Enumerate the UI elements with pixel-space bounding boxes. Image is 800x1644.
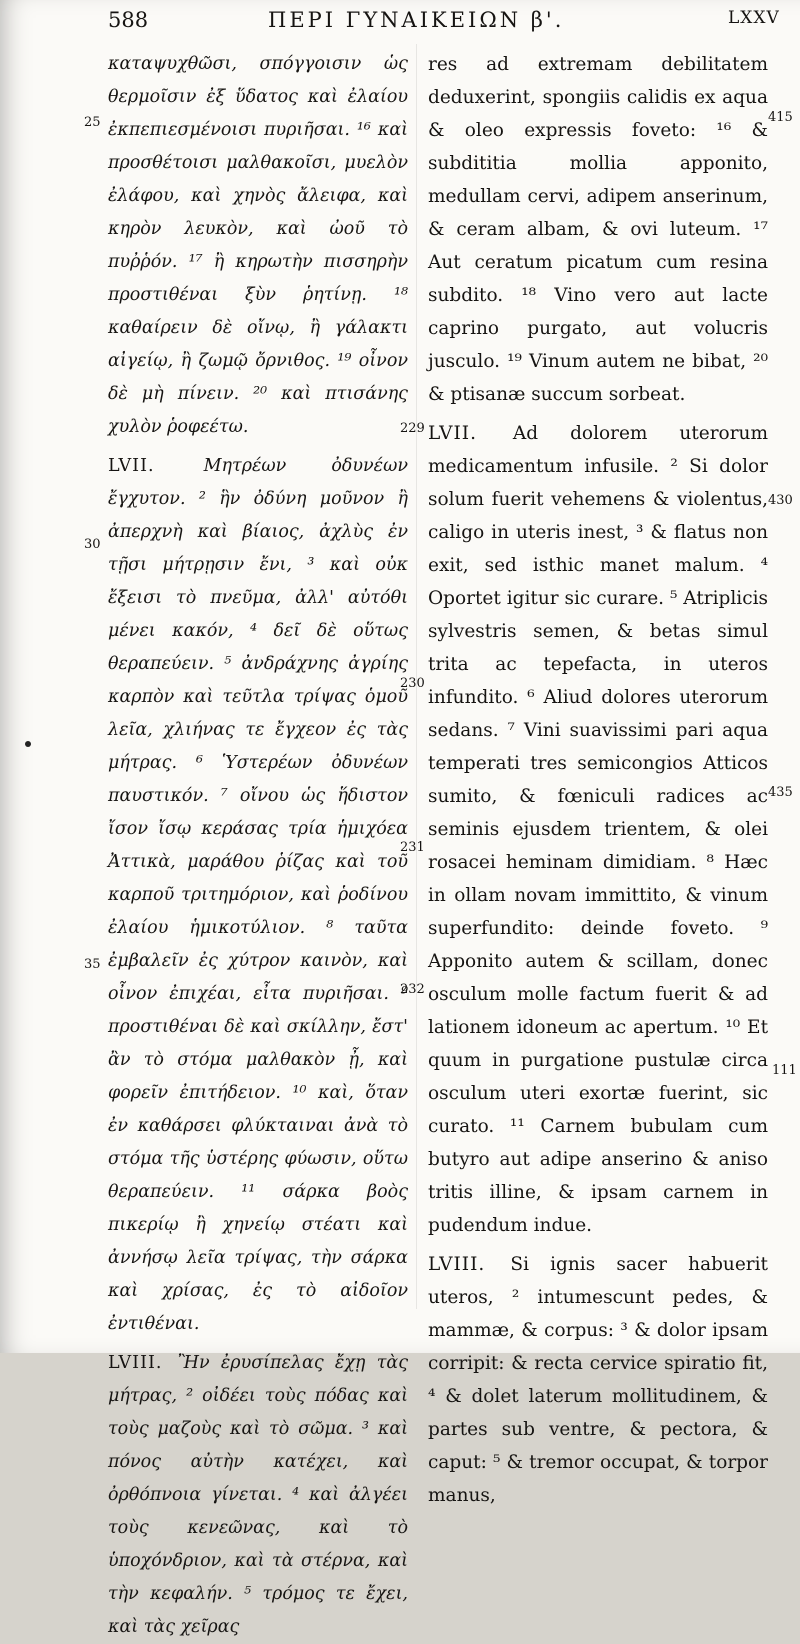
section-label: LVIII.	[108, 1353, 163, 1373]
section-text: Μητρέων ὀδυνέων ἔγχυτον. ² ἣν ὀδύνη μοῦνον ἢ ἀπερχνὴ καὶ βίαιος, ἀχλὺς ἐν τῇσι μήτρῃσιν ἔνι, ³ καὶ οὐκ ἔξεισι τὸ πνεῦμα, ἀλλ' αὐτόθι μένει κακόν, ⁴ δεῖ δὲ οὕτως θεραπεύειν. ⁵ ἀνδράχνης ἀγρίης καρπὸν καὶ τεῦτλα τρίψας ὁμοῦ λεῖα, χλιήνας τε ἔγχεον ἐς τὰς μήτρας. ⁶ Ὑστερέων ὀδυνέων παυστικόν. ⁷ οἴνου ὡς ἥδιστον ἴσον ἴσῳ κεράσας τρία ἡμιχόεα Ἀττικὰ, μαράθου ῥίζας καὶ τοῦ καρποῦ τριτημόριον, καὶ ῥοδίνου ἐλαίου ἡμικοτύλιον. ⁸ ταῦτα ἐμβαλεῖν ἐς χύτρον καινὸν, καὶ οἶνον ἐπιχέαι, εἶτα πυριῆσαι. ⁹ προστιθέναι δὲ καὶ σκίλλην, ἔστ' ἂν τὸ στόμα μαλθακὸν ᾖ, καὶ φορεῖν ἐπιτήδειον. ¹⁰ καὶ, ὅταν ἐν καθάρσει φλύκταιναι ἀνὰ τὸ στόμα τῆς ὑστέρης φύωσιν, οὕτω θεραπεύειν. ¹¹ σάρκα βοὸς πικερίῳ ἢ χηνείῳ στέατι καὶ ἀννήσῳ λεῖα τρίψας, τὴν σάρκα καὶ χρίσας, ἐς τὸ αἰδοῖον ἐντιθέναι.	[108, 456, 408, 1334]
margin-line-number: 35	[84, 957, 101, 972]
margin-line-number: 111	[772, 1063, 797, 1078]
margin-line-number: 230	[400, 676, 425, 691]
section-text: Ἢν ἐρυσίπελας ἔχῃ τὰς μήτρας, ² οἰδέει τοὺς πόδας καὶ τοὺς μαζοὺς καὶ τὸ σῶμα. ³ καὶ πόνος αὐτὴν κατέχει, καὶ ὀρθόπνοια γίνεται. ⁴ καὶ ἀλγέει τοὺς κενεῶνας, καὶ τὸ ὑποχόνδριον, καὶ τὰ στέρνα, καὶ τὴν κεφαλήν. ⁵ τρόμος τε ἔχει, καὶ τὰς χεῖρας	[108, 1353, 408, 1637]
margin-line-number: 435	[768, 785, 793, 800]
latin-column	[428, 48, 768, 1512]
section-label: LVIII.	[428, 1254, 486, 1275]
page-header	[0, 2, 800, 36]
greek-section-lviii	[108, 1347, 408, 1644]
running-title: ΠΕΡΙ ΓΥΝΑΙΚΕΙΩΝ β'.	[268, 8, 565, 32]
section-label: LVII.	[108, 456, 155, 476]
section-label: LVII.	[428, 423, 477, 444]
section-text: Ad dolorem uterorum medicamentum infusile. ² Si dolor solum fuerit vehemens & violentus, caligo in uteris inest, ³ & flatus non exit, sed isthic manet malum. ⁴ Oportet igitur sic curare. ⁵ Atriplicis sylvestris semen, & betas simul trita ac tepefacta, in uteros infundito. ⁶ Aliud dolores uterorum sedans. ⁷ Vini suavissimi pari aqua temperati tres semicongios Atticos sumito, & fœniculi radices ac seminis ejusdem trientem, & olei rosacei heminam dimidiam. ⁸ Hæc in ollam novam immittito, & vinum superfundito: deinde foveto. ⁹ Apponito autem & scillam, donec osculum molle factum fuerit & ad lationem idoneum ac apertum. ¹⁰ Et quum in purgatione pustulæ circa osculum uteri exortæ fuerint, sic curato. ¹¹ Carnem bubulam cum butyro aut adipe anserino & aniso tritis illine, & ipsam carnem in pudendum indue.	[428, 423, 768, 1236]
margin-line-number: 30	[84, 537, 101, 552]
margin-line-number: 430	[768, 493, 793, 508]
latin-section-lviii	[428, 1248, 768, 1512]
greek-paragraph: καταψυχθῶσι, σπόγγοισιν ὡς θερμοῖσιν ἐξ ὕδατος καὶ ἐλαίου ἐκπεπιεσμένοισι πυριῆσαι. ¹⁶ καὶ προσθέτοισι μαλθακοῖσι, μυελὸν ἐλάφου, καὶ χηνὸς ἄλειφα, καὶ κηρὸν λευκὸν, καὶ ὠοῦ τὸ πυῤῥόν. ¹⁷ ἢ κηρωτὴν πισσηρὴν προστιθέναι ξὺν ῥητίνῃ. ¹⁸ καθαίρειν δὲ οἴνῳ, ἢ γάλακτι αἰγείῳ, ἢ ζωμῷ ὄρνιθος. ¹⁹ οἶνον δὲ μὴ πίνειν. ²⁰ καὶ πτισάνης χυλὸν ῥοφεέτω.	[108, 54, 408, 437]
latin-section-lvii	[428, 417, 768, 1242]
margin-line-number: 415	[768, 110, 793, 125]
margin-line-number: 25	[84, 115, 101, 130]
greek-column	[108, 48, 408, 1644]
margin-line-number: 231	[400, 840, 425, 855]
section-text: Si ignis sacer habuerit uteros, ² intumescunt pedes, & mammæ, & corpus: ³ & dolor ipsam corripit: & recta cervice spiratio fit, ⁴ & dolet laterum mollitudinem, & partes sub ventre, & pectora, & caput: ⁵ & tremor occupat, & torpor manus,	[428, 1254, 768, 1506]
greek-section-lvii	[108, 450, 408, 1341]
page-number: 588	[108, 8, 149, 32]
latin-paragraph: res ad extremam debilitatem deduxerint, spongiis calidis ex aqua & oleo expressis foveto: ¹⁶ & subdititia mollia apponito, medullam cervi, adipem anserinum, & ceram albam, & ovi luteum. ¹⁷ Aut ceratum picatum cum resina subdito. ¹⁸ Vino vero aut lacte caprino purgato, aut volucris jusculo. ¹⁹ Vinum autem ne bibat, ²⁰ & ptisanæ succum sorbeat.	[428, 54, 768, 405]
margin-line-number: 232	[400, 982, 425, 997]
ink-speck	[25, 741, 31, 747]
folio-number: LXXV	[728, 8, 780, 28]
margin-line-number: 229	[400, 421, 425, 436]
